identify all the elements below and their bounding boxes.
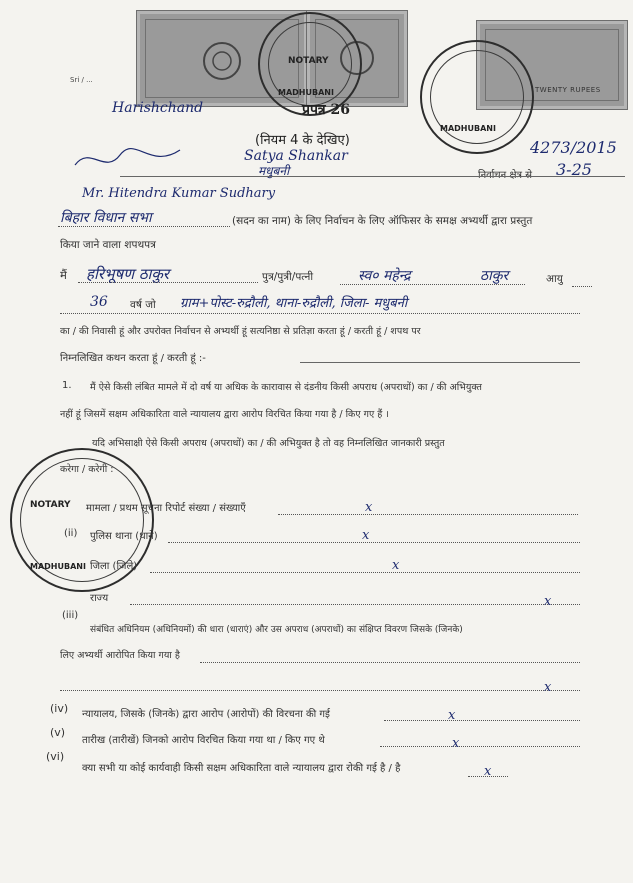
- point-1-number: 1.: [62, 380, 72, 391]
- emblem-icon: [197, 36, 247, 86]
- age-line: [572, 286, 592, 287]
- statement-text: निम्नलिखित कथन करता हूं / करती हूं :-: [60, 353, 206, 364]
- item-ii-line: [168, 542, 580, 543]
- item-iv-line: [384, 720, 580, 721]
- address: ग्राम+पोस्ट-रुद्रौली, थाना-रुद्रौली, जिला- मधुबनी: [180, 296, 408, 311]
- item-iv-number: (iv): [50, 702, 69, 715]
- father-surname: ठाकुर: [480, 268, 509, 284]
- stamp-value-text: TWENTY RUPEES: [535, 86, 601, 94]
- father-name: स्व० महेन्द्र: [358, 268, 411, 284]
- item-iii-line: [200, 662, 580, 663]
- item-v-label: तारीख (तारीखें) जिनको आरोप विरचित किया गया था / किए गए थे: [82, 735, 325, 746]
- signature-scribble: [70, 140, 190, 180]
- item-i-label: मामला / प्रथम सूचना रिपोर्ट संख्या / संख्याएँ: [86, 503, 246, 514]
- item-i-cross: x: [365, 500, 373, 515]
- relation-label: पुत्र/पुत्री/पत्नी: [262, 271, 314, 283]
- candidate-name: हरिभूषण ठाकुर: [86, 265, 170, 283]
- point-1-line-2: नहीं हूं जिसमें सक्षम अधिकारिता वाले न्यायालय द्वारा आरोप विरचित किया गया है / किए गए हैं ।: [60, 409, 389, 420]
- item-iii-line-1: संबंधित अधिनियम (अधिनियमों) की धारा (धाराएं) और उस अपराध (अपराधों) का संक्षिप्त विवरण जिसके (जिनके): [90, 625, 463, 635]
- point-2-line-1: यदि अभिसाक्षी ऐसे किसी अपराध (अपराधों) का / की अभियुक्त है तो वह निम्नलिखित जानकारी प्रस्तुत: [92, 438, 445, 449]
- notary-seal-label: NOTARY: [288, 56, 329, 66]
- assembly-name-line: [58, 226, 230, 227]
- item-district-cross: x: [392, 558, 400, 573]
- item-vi-number: (vi): [46, 750, 65, 763]
- item-vi-cross: x: [484, 764, 492, 779]
- item-district-line: [150, 572, 580, 573]
- father-name-line: [340, 284, 525, 285]
- item-iii-number: (iii): [62, 610, 79, 621]
- place-name: मधुबनी: [258, 164, 290, 178]
- notary-seal-right-place: MADHUBANI: [440, 124, 496, 133]
- point-2-line-2: करेगा / करेगी :: [60, 464, 114, 475]
- intro-line-1: (सदन का नाम) के लिए निर्वाचन के लिए ऑफिसर के समक्ष अभ्यर्थी द्वारा प्रस्तुत: [232, 215, 533, 227]
- seller-name: Harishchand: [112, 100, 204, 116]
- item-state-line: [130, 604, 580, 605]
- item-v-number: (v): [50, 726, 66, 739]
- candidate-name-line: [78, 282, 258, 283]
- main-prefix: मैं: [60, 268, 67, 282]
- item-iv-cross: x: [448, 708, 456, 723]
- notary-seal-left-place: MADHUBANI: [30, 562, 86, 571]
- signature: Mr. Hitendra Kumar Sudhary: [82, 186, 276, 201]
- form-number-label: प्रपत्र 26: [302, 102, 351, 118]
- item-i-line: [278, 514, 578, 515]
- resident-text: का / की निवासी हूं और उपरोक्त निर्वाचन से अभ्यर्थी हूं सत्यनिष्ठा से प्रतिज्ञा करता हूं / करती हूं / शपथ पर: [60, 326, 421, 337]
- item-iii-line-2: लिए अभ्यर्थी आरोपित किया गया है: [60, 650, 180, 661]
- constituency-label: निर्वाचन क्षेत्र से: [478, 170, 532, 181]
- item-iii-extra-line: [60, 690, 580, 691]
- age-value: 36: [90, 294, 108, 310]
- statement-line: [300, 362, 580, 363]
- registration-number: 4273/2015: [530, 138, 617, 157]
- years-text: वर्ष जो: [130, 299, 156, 311]
- item-v-cross: x: [452, 736, 460, 751]
- notary-seal-right: [420, 40, 534, 154]
- item-ii-number: (ii): [64, 528, 78, 539]
- header-printed-lines: [70, 75, 93, 86]
- assembly-name: बिहार विधान सभा: [60, 210, 152, 226]
- notary-seal-place: MADHUBANI: [278, 88, 334, 97]
- rule-label: (नियम 4 के देखिए): [255, 133, 350, 148]
- item-ii-cross: x: [362, 528, 370, 543]
- item-iv-label: न्यायालय, जिसके (जिनके) द्वारा आरोप (आरोपों) की विरचना की गई: [82, 709, 330, 720]
- item-state-label: राज्य: [90, 593, 109, 604]
- notary-seal-left-notary: NOTARY: [30, 500, 71, 510]
- item-ii-label: पुलिस थाना (थाने): [90, 531, 158, 542]
- item-v-line: [380, 746, 580, 747]
- serial-label: Sri / ...: [70, 76, 93, 84]
- item-vi-label: क्या सभी या कोई कार्यवाही किसी सक्षम अधिकारिता वाले न्यायालय द्वारा रोकी गई है / है: [82, 763, 401, 774]
- item-district-label: जिला (जिले): [90, 561, 138, 572]
- item-iii-cross: x: [544, 680, 552, 695]
- constituency-number: 3-25: [556, 160, 592, 179]
- item-state-cross: x: [544, 594, 552, 609]
- intro-line-2: किया जाने वाला शपथपत्र: [60, 239, 156, 251]
- header-line: [120, 176, 625, 177]
- buyer-name: Satya Shankar: [244, 148, 348, 164]
- point-1-line-1: मैं ऐसे किसी लंबित मामले में दो वर्ष या अधिक के कारावास से दंडनीय किसी अपराध (अपराधों) का / की अभियुक्त: [90, 382, 482, 393]
- address-line: [60, 313, 580, 314]
- age-label: आयु: [546, 273, 563, 285]
